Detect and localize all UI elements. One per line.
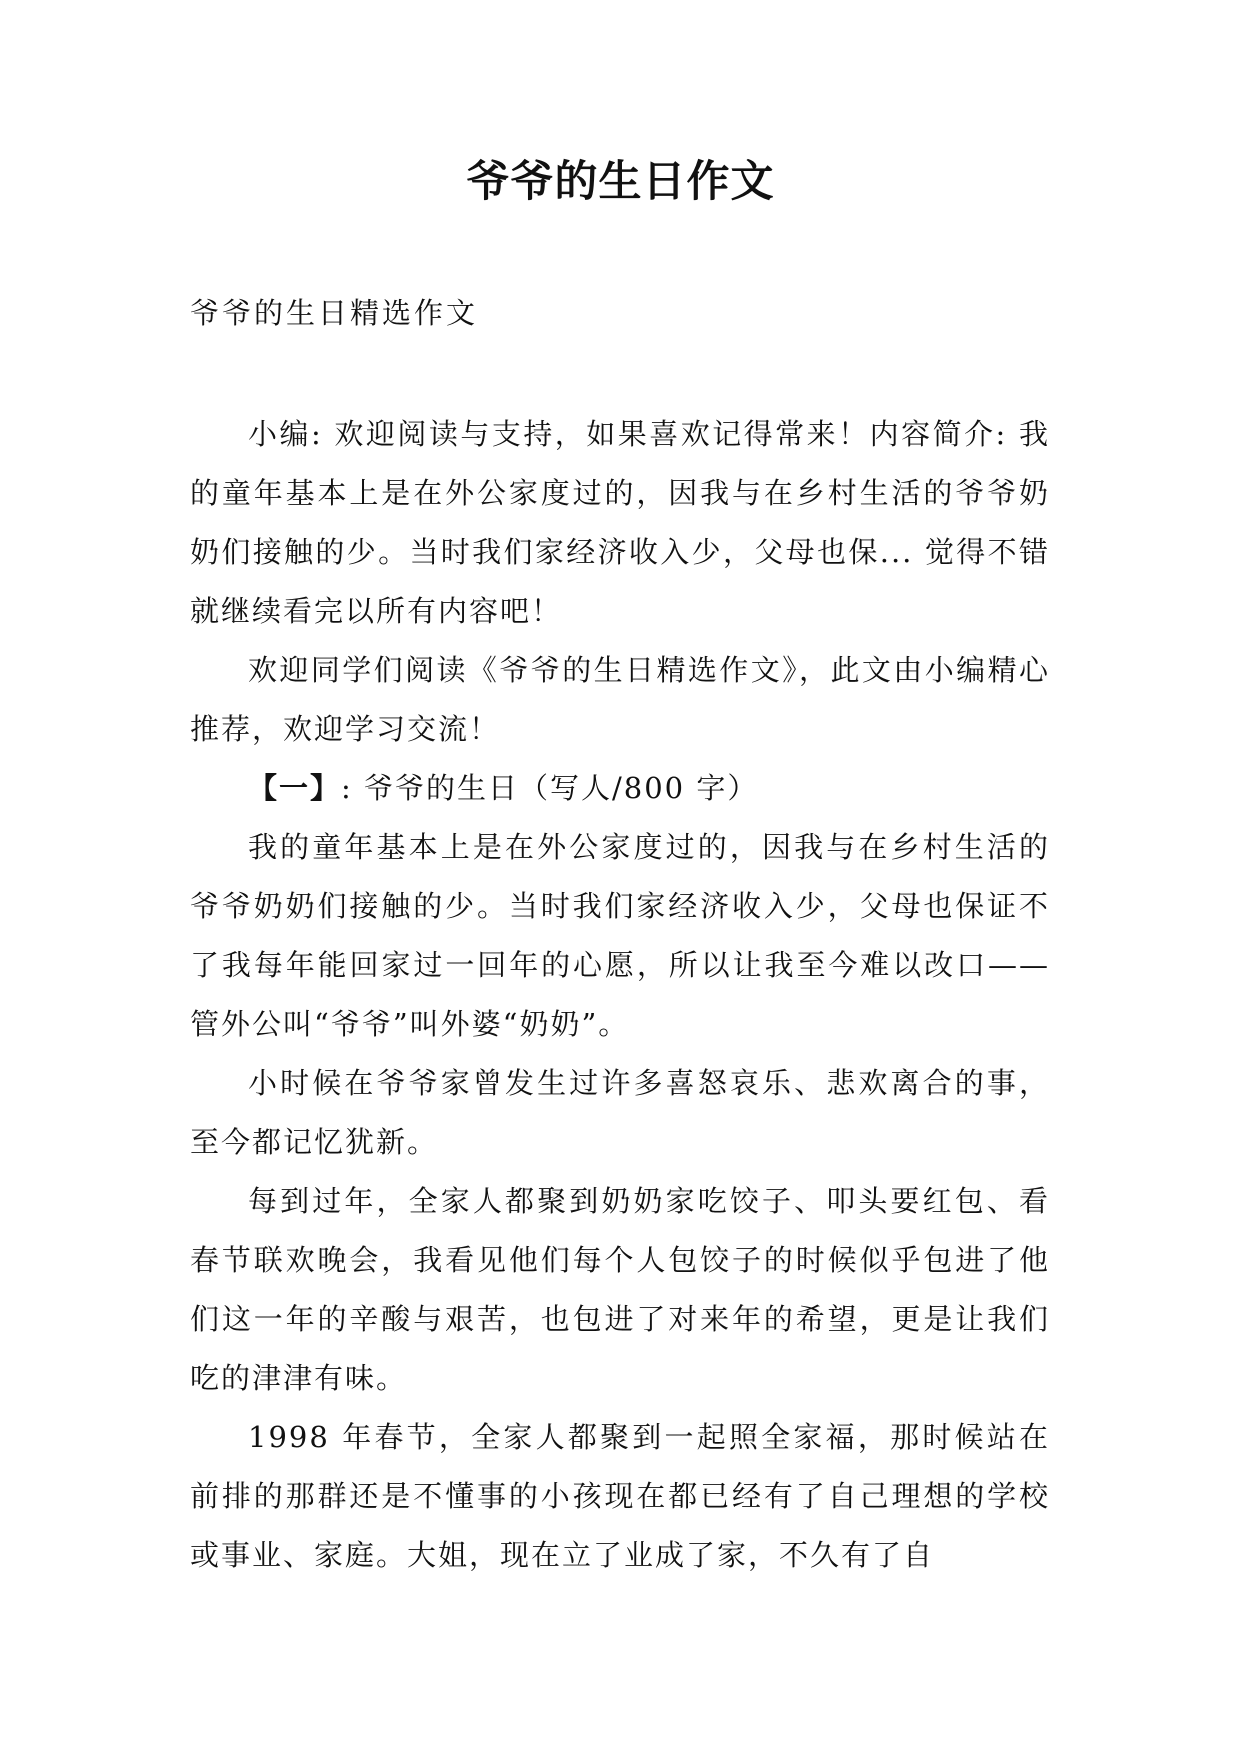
body-paragraph: 小时候在爷爷家曾发生过许多喜怒哀乐、悲欢离合的事，至今都记忆犹新。 <box>190 1066 1050 1159</box>
document-title: 爷爷的生日作文 <box>466 157 775 207</box>
section-heading-text: : 爷爷的生日（写人/800 字） <box>341 771 759 805</box>
section-heading <box>190 759 1050 818</box>
welcome-paragraph: 欢迎同学们阅读《爷爷的生日精选作文》，此文由小编精心推荐，欢迎学习交流！ <box>190 653 1050 746</box>
body-paragraph: 我的童年基本上是在外公家度过的，因我与在乡村生活的爷爷奶奶们接触的少。当时我们家经济收入少，父母也保证不了我每年能回家过一回年的心愿，所以让我至今难以改口——管外公叫“爷爷”叫外婆“奶奶”。 <box>190 830 1050 1041</box>
section-number: 【一】 <box>248 771 342 805</box>
body-paragraph: 每到过年，全家人都聚到奶奶家吃饺子、叩头要红包、看春节联欢晚会，我看见他们每个人包饺子的时候似乎包进了他们这一年的辛酸与艰苦，也包进了对来年的希望，更是让我们吃的津津有味。 <box>190 1184 1050 1395</box>
document-subtitle: 爷爷的生日精选作文 <box>190 296 479 330</box>
intro-paragraph: 小编: 欢迎阅读与支持，如果喜欢记得常来！内容简介: 我的童年基本上是在外公家度过的，因我与在乡村生活的爷爷奶奶们接触的少。当时我们家经济收入少，父母也保... 觉得不错就继续看完以所有内容吧！ <box>190 417 1050 628</box>
document-body <box>190 405 1050 1585</box>
body-paragraph: 1998 年春节，全家人都聚到一起照全家福，那时候站在前排的那群还是不懂事的小孩现在都已经有了自己理想的学校或事业、家庭。大姐，现在立了业成了家，不久有了自 <box>190 1420 1050 1572</box>
